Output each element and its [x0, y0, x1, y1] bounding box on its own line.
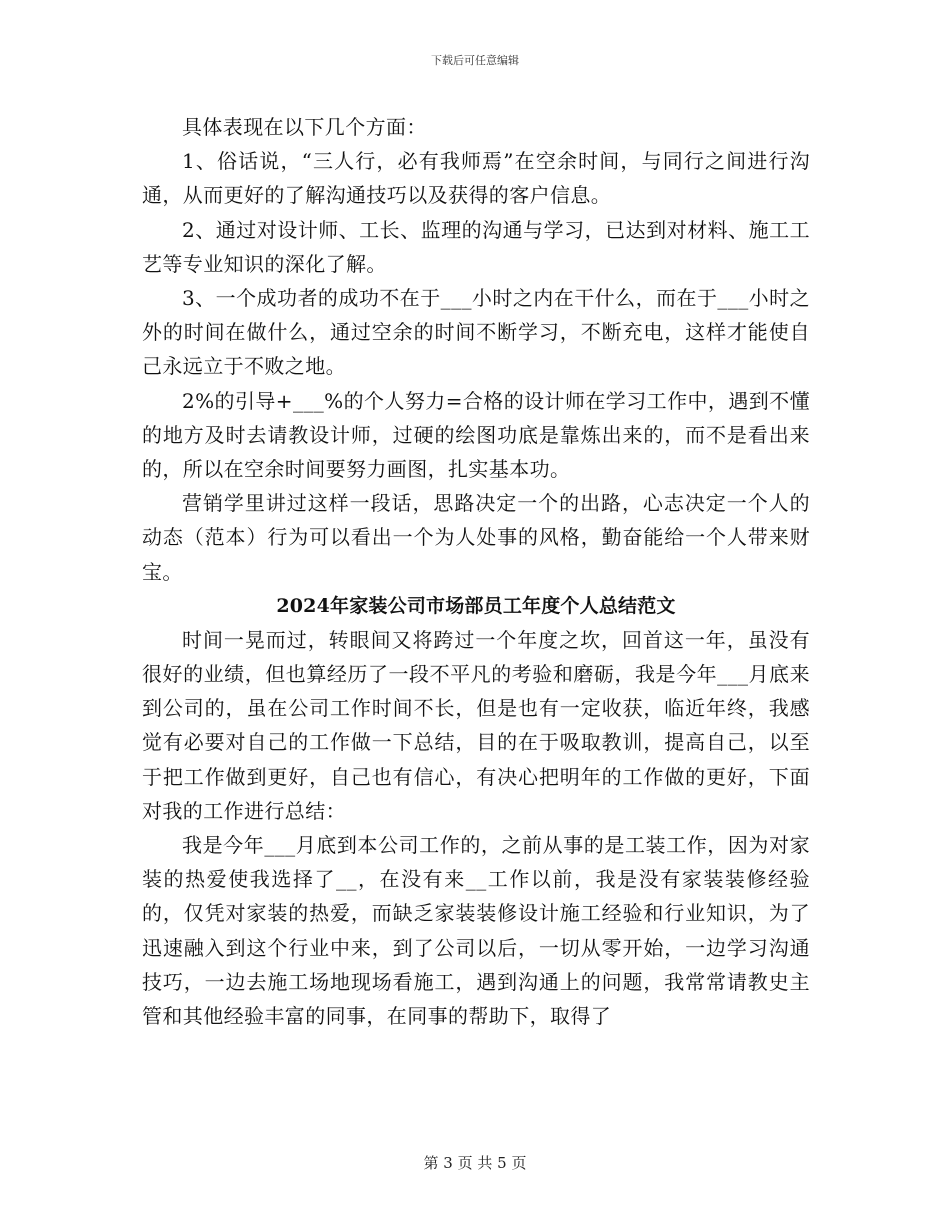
paragraph-point-3: 3、一个成功者的成功不在于___小时之内在干什么，而在于___小时之外的时间在做什么，通过空余的时间不断学习，不断充电，这样才能使自己永远立于不败之地。 — [142, 286, 810, 379]
paragraph-summary-work: 我是今年___月底到本公司工作的，之前从事的是工装工作，因为对家装的热爱使我选择了__，在没有来__工作以前，我是没有家装装修经验的，仅凭对家装的热爱，而缺乏家装装修设计施工经验和行业知识，为了迅速融入到这个行业中来，到了公司以后，一切从零开始，一边学习沟通技巧，一边去施工场地现场看施工，遇到沟通上的问题，我常常请教史主管和其他经验丰富的同事，在同事的帮助下，取得了 — [142, 833, 810, 1029]
document-body — [142, 110, 810, 1033]
paragraph-summary-intro: 时间一晃而过，转眼间又将跨过一个年度之坎，回首这一年，虽没有很好的业绩，但也算经历了一段不平凡的考验和磨砺，我是今年___月底来到公司的，虽在公司工作时间不长，但是也有一定收获，临近年终，我感觉有必要对自己的工作做一下总结，目的在于吸取教训，提高自己，以至于把工作做到更好，自己也有信心，有决心把明年的工作做的更好，下面对我的工作进行总结： — [142, 627, 810, 823]
paragraph-effort: 2%的引导+___%的个人努力=合格的设计师在学习工作中，遇到不懂的地方及时去请教设计师，过硬的绘图功底是靠炼出来的，而不是看出来的，所以在空余时间要努力画图，扎实基本功。 — [142, 388, 810, 482]
paragraph-marketing: 营销学里讲过这样一段话，思路决定一个的出路，心志决定一个人的动态（范本）行为可以看出一个为人处事的风格，勤奋能给一个人带来财宝。 — [142, 491, 810, 584]
page-footer: 第 3 页 共 5 页 — [423, 1154, 527, 1172]
paragraph-point-2: 2、通过对设计师、工长、监理的沟通与学习，已达到对材料、施工工艺等专业知识的深化了解。 — [142, 217, 810, 276]
page-header: 下载后可任意编辑 — [431, 54, 519, 67]
section-title: 2024年家装公司市场部员工年度个人总结范文 — [276, 594, 676, 617]
paragraph-intro: 具体表现在以下几个方面： — [182, 115, 427, 139]
paragraph-point-1: 1、俗话说，“三人行，必有我师焉”在空余时间，与同行之间进行沟通，从而更好的了解沟通技巧以及获得的客户信息。 — [142, 149, 810, 208]
